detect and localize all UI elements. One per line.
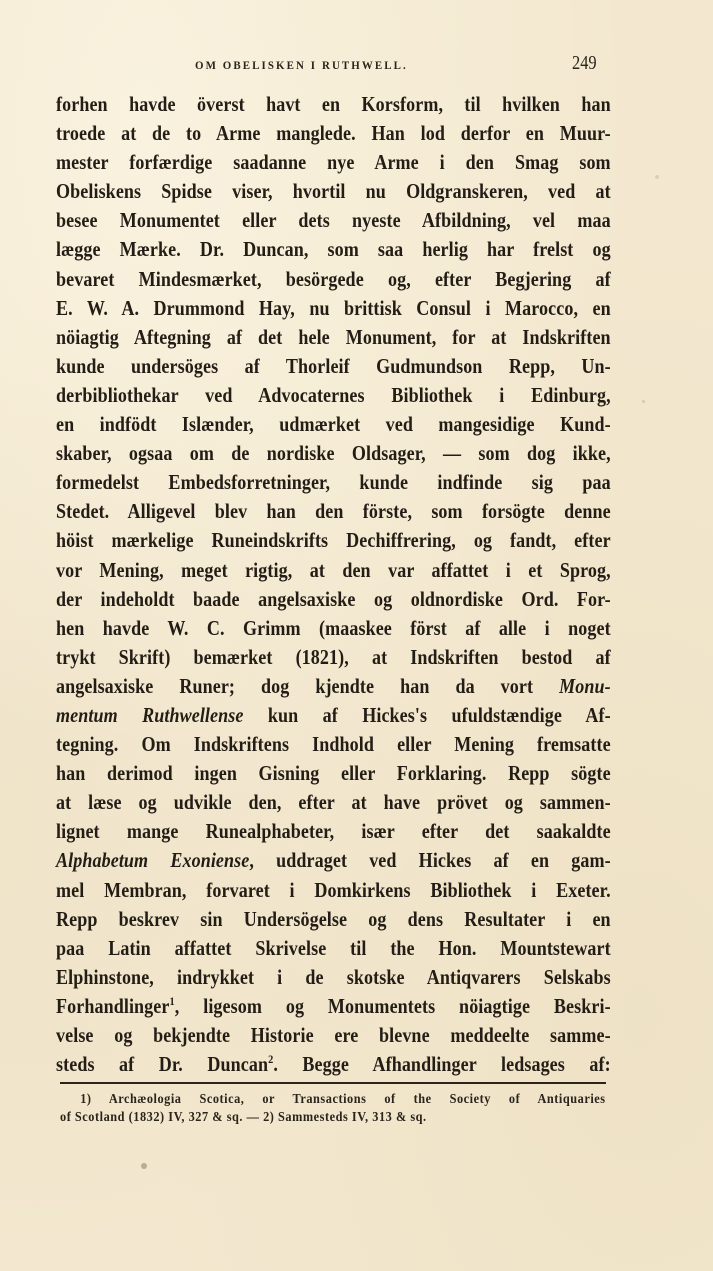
text-line: Obeliskens Spidse viser, hvortil nu Oldgranskeren, ved at <box>56 179 611 204</box>
text-run: . Begge Afhandlinger ledsages af: <box>273 1052 611 1077</box>
text-run: angelsaxiske Runer; dog kjendte han da vort <box>56 673 560 698</box>
text-line: E. W. A. Drummond Hay, nu brittisk Consul i Marocco, en <box>56 295 611 320</box>
paper-speck <box>655 175 659 179</box>
text-line: nöiagtig Aftegning af det hele Monument, for at Indskriften <box>56 324 611 349</box>
text-line <box>56 701 611 730</box>
text-line: lignet mange Runealphabeter, især efter det saakaldte <box>56 819 611 844</box>
text-line <box>56 992 611 1021</box>
text-line: at læse og udvikle den, efter at have prövet og sammen- <box>56 790 611 815</box>
footnote-1: 1) Archæologia Scotica, or Transactions of the Society of Antiquaries <box>80 1092 606 1107</box>
text-line: velse og bekjendte Historie ere blevne meddeelte samme- <box>56 1023 611 1047</box>
page-number: 249 <box>572 52 597 74</box>
text-line: Stedet. Alligevel blev han den förste, som forsögte denne <box>56 499 611 524</box>
text-line: besee Monumentet eller dets nyeste Afbildning, vel maa <box>56 208 611 233</box>
running-title: OM OBELISKEN I RUTHWELL. <box>195 60 408 72</box>
text-line: trykt Skrift) bemærket (1821), at Indskriften bestod af <box>56 644 611 669</box>
italic-title: Monu- <box>559 673 611 698</box>
text-line: kunde undersöges af Thorleif Gudmundson Repp, Un- <box>56 353 611 378</box>
text-line: formedelst Embedsforretninger, kunde indfinde sig paa <box>56 470 611 495</box>
text-line: tegning. Om Indskriftens Indhold eller Mening fremsatte <box>56 732 611 757</box>
text-line: han derimod ingen Gisning eller Forklaring. Repp sögte <box>56 761 611 786</box>
text-line: vor Mening, meget rigtig, at den var affattet i et Sprog, <box>56 557 611 582</box>
text-line: höist mærkelige Runeindskrifts Dechiffrering, og fandt, efter <box>56 528 611 553</box>
italic-title: mentum Ruthwellense <box>56 702 244 727</box>
text-line <box>56 846 611 875</box>
text-run: Forhandlinger <box>56 993 170 1018</box>
text-line: en indfödt Islænder, udmærket ved mangesidige Kund- <box>56 412 611 437</box>
text-line: troede at de to Arme manglede. Han lod derfor en Muur- <box>56 121 611 146</box>
text-run: kun af Hickes's ufuldstændige Af- <box>243 702 611 727</box>
footnote-divider <box>60 1082 606 1084</box>
text-line: hen havde W. C. Grimm (maaskee först af alle i noget <box>56 615 611 640</box>
footnotes <box>60 1091 606 1127</box>
text-line: lægge Mærke. Dr. Duncan, som saa herlig har frelst og <box>56 237 611 262</box>
italic-title: Alphabetum Exoniense <box>56 848 250 873</box>
text-line: bevaret Mindesmærket, besörgede og, efter Begjering af <box>56 266 611 291</box>
text-line: paa Latin affattet Skrivelse til the Hon. Mountstewart <box>56 935 611 960</box>
paper-speck <box>141 1163 147 1169</box>
text-run: steds af Dr. Duncan <box>56 1052 269 1077</box>
footnote-ref-1[interactable]: 1 <box>169 993 175 1008</box>
text-line: Elphinstone, indrykket i de skotske Antiqvarers Selskabs <box>56 964 611 989</box>
text-line: mel Membran, forvaret i Domkirkens Bibliothek i Exeter. <box>56 877 611 902</box>
text-line: mester forfærdige saadanne nye Arme i den Smag som <box>56 150 611 175</box>
text-line: der indeholdt baade angelsaxiske og oldnordiske Ord. For- <box>56 586 611 611</box>
footnote-ref-2[interactable]: 2 <box>268 1052 274 1067</box>
text-line: forhen havde överst havt en Korsform, til hvilken han <box>56 92 611 116</box>
text-line <box>56 672 611 701</box>
paper-speck <box>642 400 645 403</box>
text-run: , ligesom og Monumentets nöiagtige Beskri- <box>174 993 611 1018</box>
text-line: derbibliothekar ved Advocaternes Bibliothek i Edinburg, <box>56 382 611 407</box>
text-line: skaber, ogsaa om de nordiske Oldsager, — som dog ikke, <box>56 441 611 466</box>
text-run: , uddraget ved Hickes af en gam- <box>249 848 611 873</box>
body-text <box>56 90 611 1079</box>
text-line: Repp beskrev sin Undersögelse og dens Resultater i en <box>56 906 611 931</box>
footnote-continuation: of Scotland (1832) IV, 327 & sq. — 2) Sammesteds IV, 313 & sq. <box>60 1110 427 1125</box>
text-line <box>56 1050 611 1079</box>
